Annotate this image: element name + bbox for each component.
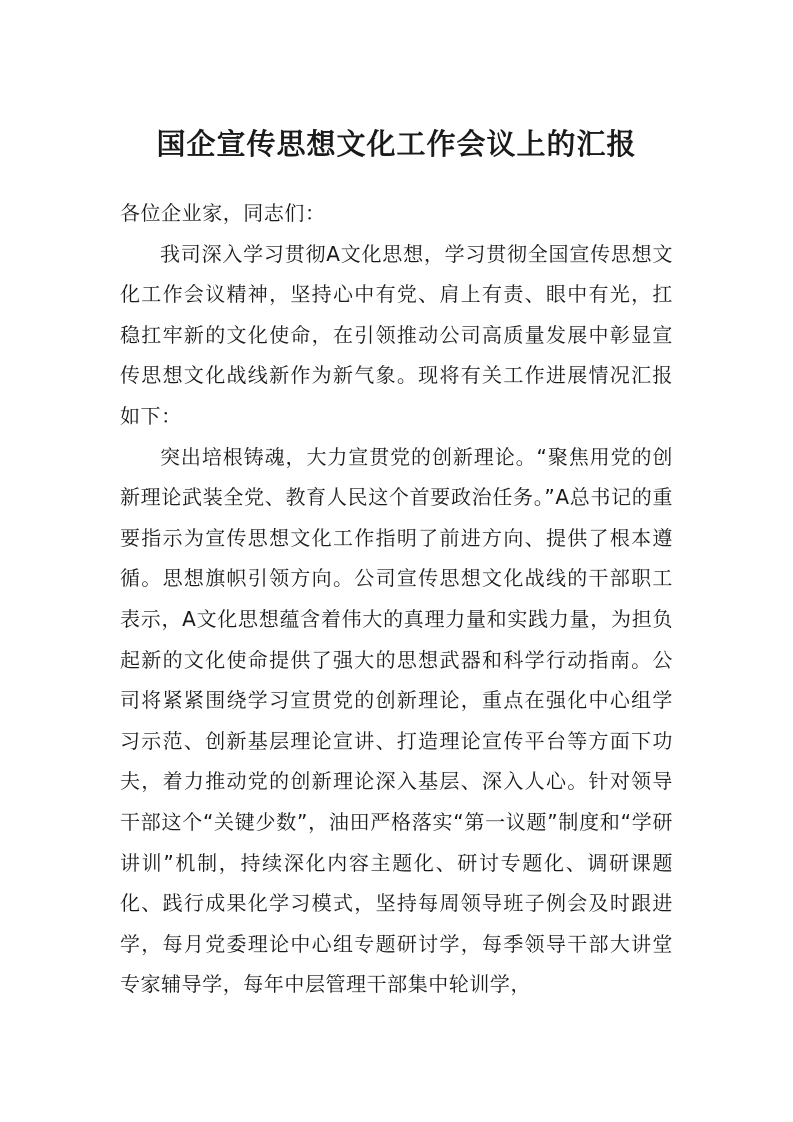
paragraph-intro: 我司深入学习贯彻A文化思想，学习贯彻全国宣传思想文化工作会议精神，坚持心中有党、肩上有责、眼中有光，扛稳扛牢新的文化使命，在引领推动公司高质量发展中彰显宣传思想文化战线新作为新气象。现将有关工作进展情况汇报如下： — [120, 241, 673, 428]
salutation: 各位企业家，同志们： — [120, 201, 326, 225]
document-title: 国企宣传思想文化工作会议上的汇报 — [156, 127, 637, 161]
paragraph-theory: 突出培根铸魂，大力宣贯党的创新理论。“聚焦用党的创新理论武装全党、教育人民这个首要政治任务。”A总书记的重要指示为宣传思想文化工作指明了前进方向、提供了根本遵循。思想旗帜引领方向。公司宣传思想文化战线的干部职工表示，A文化思想蕴含着伟大的真理力量和实践力量，为担负起新的文化使命提供了强大的思想武器和科学行动指南。公司将紧紧围绕学习宣贯党的创新理论，重点在强化中心组学习示范、创新基层理论宣讲、打造理论宣传平台等方面下功夫，着力推动党的创新理论深入基层、深入人心。针对领导干部这个“关键少数”，油田严格落实“第一议题”制度和“学研讲训”机制，持续深化内容主题化、研讨专题化、调研课题化、践行成果化学习模式，坚持每周领导班子例会及时跟进学，每月党委理论中心组专题研讨学，每季领导干部大讲堂专家辅导学，每年中层管理干部集中轮训学， — [120, 444, 673, 997]
document-body — [120, 193, 673, 1005]
